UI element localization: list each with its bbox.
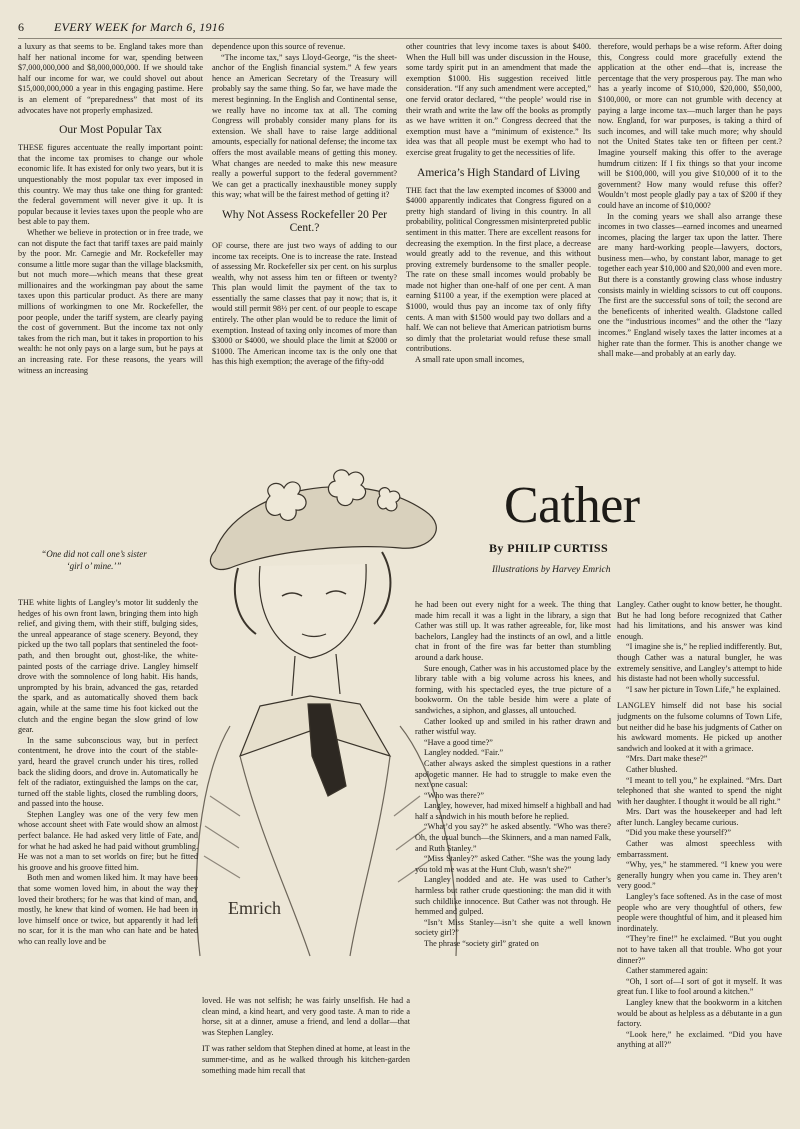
story-title: Cather xyxy=(504,477,640,534)
paragraph: Langley. Cather ought to know better, he thought. But he had long before recognized that Cather had his limitations, and his answer was kind enough. xyxy=(617,600,782,641)
story-column-1 xyxy=(18,598,198,1120)
paragraph: “They’re fine!” he exclaimed. “But you ought not to have taken all that trouble. Who got your dinner?” xyxy=(617,934,782,965)
editorial-column-4 xyxy=(598,42,782,452)
story-column-3 xyxy=(415,600,611,1120)
paragraph: Cather looked up and smiled in his rather drawn and rather wistful way. xyxy=(415,716,611,737)
paragraph: Langley knew that the bookworm in a kitchen would be about as helpless as a débutante in a gun factory. xyxy=(617,997,782,1029)
paragraph: “Have a good time?” xyxy=(424,737,493,747)
paragraph: THE white lights of Langley’s motor lit suddenly the hedges of his own front lawn, bringing them into high relief, and giving them, with their stiff, bulging sides, the unreal appearance of stage scenery. Beyond, they picked up the two tall poplars that sentineled the foot-path, and then brought out, ghost-like, the white-painted posts of the carriage drive. Langley himself drove with the somnolence of long habit. His hands, unprompted by his brain, advanced the gas, retarded the spark, and as automatically shoved them back again, while at the same time his foot kicked out the clutch and the engine began the slow grind of low gear. xyxy=(18,598,198,735)
paragraph: Langley nodded. “Fair.” xyxy=(424,748,504,758)
paragraph: a luxury as that seems to be. England takes more than half her national income for war, spending between $7,000,000,000 and $8,000,000,000. If we should take half our income for war, we could shovel out about $15,000,000,000 a year in this engaging pastime. Here is an element of “preparedness” that most of its advocates have not properly emphasized. xyxy=(18,42,203,115)
hat-brim xyxy=(210,487,436,570)
paragraph: “Look here,” he exclaimed. “Did you have anything at all?” xyxy=(617,1029,782,1050)
paragraph: “Why, yes,” he stammered. “I knew you were generally hungry when you came in. They aren’t very good.” xyxy=(617,860,782,891)
paragraph: In the same subconscious way, but in perfect contentment, he drove into the court of the stable-yard, heard the gravel crunch under his tires, rolled back the sliding doors, and drove in. Automatically he felt of the radiator, extinguished the lamps on the car, turned off the stable lights, closed the rumbling doors, and passed into the house. xyxy=(18,735,198,809)
paragraph: “Did you make these yourself?” xyxy=(626,828,732,838)
paragraph: Mrs. Dart was the housekeeper and had left after lunch. Langley became curious. xyxy=(617,807,782,827)
story-byline: By PHILIP CURTISS xyxy=(489,541,609,555)
face xyxy=(259,564,366,658)
masthead: EVERY WEEK for March 6, 1916 xyxy=(54,20,225,34)
paragraph: “Miss Stanley?” asked Cather. “She was the young lady you told me was at the Hunt Club, wasn’t she?” xyxy=(415,854,611,874)
editorial-column-1 xyxy=(18,42,203,452)
paragraph: “Who was there?” xyxy=(424,790,485,800)
artist-signature: Emrich xyxy=(228,898,281,918)
paragraph: “I meant to tell you,” he explained. “Mrs. Dart telephoned that she wanted to spend the night with her daughter. I thought it would be all right.” xyxy=(617,775,782,806)
paragraph: In the coming years we shall also arrange these incomes in two classes—earned incomes and unearned incomes, placing the larger tax upon the latter. There are many hard-working people—lawyers, doctors, business men—who, by constant labor, manage to get together each year $10,000 and $20,000 and even more. But there is a constantly growing class whose industry consists mainly in wielding scissors to cut off coupons. The first are the successful sons of toil; the second are the beneficents of inherited wealth. Gladstone called one the “industrious incomes” and the other the “lazy incomes.” England wisely taxes the latter incomes at a higher rate than the former. This is another change we shall make—and probably at an early day. xyxy=(598,211,782,359)
section-heading: America’s High Standard of Living xyxy=(417,166,580,179)
paragraph: Cather blushed. xyxy=(626,764,678,774)
illustration-credit: Illustrations by Harvey Emrich xyxy=(492,565,611,575)
paragraph: OF course, there are just two ways of adding to our income tax receipts. One is to increase the rate. Instead of assessing Mr. Rockefeller six per cent. on his surplus wealth, why not assess him ten or fifteen or twenty? This plan would limit the payment of the tax to essentially the same classes that pay it now; that is, it would still permit 98½ per cent. of our people to escape entirely. The other plan would be to reduce the limit of exemption. Instead of taxing only incomes of more than $3000 or $4000, we should place the limit at $2000 or $1000. The American income tax is the only one that has this high exemption; the average of the fifty-odd xyxy=(212,240,397,367)
paragraph: A small rate upon small incomes, xyxy=(415,355,525,365)
paragraph: Cather always asked the simplest questions in a rather apologetic manner. He had to struggle to make even the next one casual: xyxy=(415,758,611,790)
paragraph: other countries that levy income taxes is about $400. When the Hull bill was under discussion in the House, some tardy spirit put in an amendment that made the exemption $1000. His suggestion received little consideration. “If any such amendment were accepted,” one fervid orator declared, “‘the people’ would rise in their wrath and write the law off the books as promptly as we have written it on.” Congress decreed that the exemption must have a “minimum of existence.” Its idea was that all people must be exempt who had to exercise great frugality to get the necessities of life. xyxy=(406,42,591,157)
paragraph: Langley nodded and ate. He was used to Cather’s harmless but rather crude questioning: the man did it with such childlike innocence. But Cather was not through. He hemmed and gulped. xyxy=(415,875,611,917)
paragraph: “Isn’t Miss Stanley—isn’t she quite a well known society girl?” xyxy=(415,917,611,938)
paragraph: THESE figures accentuate the really important point: that the income tax promises to change our whole economic life. It has existed for only two years, but it is unquestionably the most popular tax ever imposed in this country. We may thus take one thing for granted: the federal government will never give it up. It is popular because it levies taxes upon the people who are best able to pay them. xyxy=(18,143,203,227)
paragraph: dependence upon this source of revenue. xyxy=(212,42,346,51)
paragraph: Cather was almost speechless with embarrassment. xyxy=(617,839,782,859)
paragraph: therefore, would perhaps be a wise reform. After doing this, Congress could more gracefully extend the application at the other end—that is, increase the percentage that the very prosperous pay. The man who has a yearly income of $10,000, $20,000, $50,000, $100,000, or more can not grumble with decency at paying a large income tax—much larger than he pays now. England, for war purposes, is taking a third of such incomes, and will take much more; why should not the United States take ten or fifteen per cent.? Imagine yourself making this offer to the average humdrum citizen: If I fix things so that your income will be $100,000, will you give $10,000 of it to the government? How many would refuse this offer? Wouldn’t most people gladly pay a tax of $200 if they could have an income of $10,000? xyxy=(598,42,782,210)
paragraph: The phrase “society girl” grated on xyxy=(424,939,539,948)
paragraph: “The income tax,” says Lloyd-George, “is the sheet-anchor of the English financial system.” A few years hence an American Secretary of the Treasury will probably say the same thing. So far, we have made the merest beginning. In the English and Continental sense, we really have no income tax at all. The coming Congress will probably consider many plans for its extension. We shall have to raise large additional amounts, especially for national defense; the income tax offers the most available means of getting this money. What changes are needed to make this new measure really a powerful support to the federal government? We can get a practically inexhaustible money supply this way; what will be the fairest method of getting it? xyxy=(212,52,397,200)
paragraph: Whether we believe in protection or in free trade, we can not dispute the fact that tariff taxes are paid mainly by the poor. Mr. Carnegie and Mr. Rockefeller may consume a little more sugar than the village blacksmith, but not much more—which means that these great millionaires and the workingman pay about the same taxes upon this particular product. As there are many millions of workingmen to one Mr. Rockefeller, the poor people, under the tariff system, are clearly paying the cost of government. But the income tax not only takes from the rich man, but it takes in proportion to his wealth: he not only pays on a large sum, but he pays at an increasing rate. For these reasons, the years will witness an increasing xyxy=(18,227,203,375)
paragraph: Cather stammered again: xyxy=(626,966,708,976)
editorial-column-2 xyxy=(212,42,397,452)
page-header xyxy=(18,20,782,39)
story-column-2 xyxy=(202,996,410,1120)
paragraph: Langley’s face softened. As in the case of most people who are very thoughtful of others, few people were thoughtful of him, and it pleased him inordinately. xyxy=(617,892,782,933)
section-heading: Our Most Popular Tax xyxy=(59,124,162,137)
page-number: 6 xyxy=(18,20,24,34)
paragraph: “What’d you say?” he asked absently. “Who was there? Oh, the usual bunch—the Skinners, and a man named Falk, and Ruth Stanley.” xyxy=(415,822,611,853)
illustration-caption: “One did not call one’s sister ‘girl o’ mine.’” xyxy=(41,549,147,571)
arm-shading xyxy=(204,796,430,882)
neck xyxy=(292,654,340,696)
section-heading: Why Not Assess Rockefeller 20 Per Cent.? xyxy=(221,208,388,234)
story-column-4 xyxy=(617,600,782,1120)
paragraph: Stephen Langley was one of the very few men whose account sheet with Fate would show an almost perfect balance. He had asked very little of Fate, and for what he had asked he had paid without grumbling. He was not a man to set worlds on fire; but he fitted his groove and his groove fitted him. xyxy=(18,809,198,872)
editorial-column-3 xyxy=(406,42,591,452)
paragraph: “I imagine she is,” he replied indifferently. But, though Cather was a natural bungler, he was extremely sensitive, and Langley’s attempt to hide his distaste had not been wholly successful. xyxy=(617,642,782,684)
paragraph: IT was rather seldom that Stephen dined at home, at least in the summer-time, and as he walked through his kitchen-garden something made him recall that xyxy=(202,1044,410,1075)
paragraph: Sure enough, Cather was in his accustomed place by the library table with a big volume across his knees, and forming, with his spectacled eyes, the true picture of a bookworm. On the table beside him were a plate of sandwiches, a siphon, and glasses, all untouched. xyxy=(415,663,611,715)
paragraph: loved. He was not selfish; he was fairly unselfish. He had a clean mind, a kind heart, and very good taste. A man to ride a horse, sit at a dinner, amuse a friend, and lend a dollar—that was Stephen Langley. xyxy=(202,996,410,1037)
paragraph: THE fact that the law exempted incomes of $3000 and $4000 apparently indicates that Congress figured on a pretty high standard of living in this country. In all probability, political Congressmen misinterpreted public sentiment in this matter. There are excellent reasons for decreasing the exemption. In the first place, a decrease would greatly add to the revenue, and this without proving extremely burdensome to the smaller people. The rate on these small incomes would probably be made not higher than one-half of one per cent. A man earning $1100 a year, if the exemption were placed at $1000, would thus pay an income tax of only fifty cents. A man with $1500 would pay two dollars and a half. We can not believe that American patriotism burns so dimly that the proletariat would refuse these small contributions. xyxy=(406,185,591,354)
paragraph: “Oh, I sort of—I sort of got it myself. It was great fun. I like to fool around a kitchen.” xyxy=(617,976,782,997)
paragraph: “I saw her picture in Town Life,” he explained. xyxy=(626,684,781,694)
paragraph: Langley, however, had mixed himself a highball and had half a sandwich in his mouth before he replied. xyxy=(415,801,611,821)
paragraph: LANGLEY himself did not base his social judgments on the fulsome columns of Town Life, but neither did he base his judgments of Cather on his awkward moments. He picked up another sandwich and looked at it with a grimace. xyxy=(617,701,782,753)
paragraph: he had been out every night for a week. The thing that made him recall it was a light in the library, a sign that Cather was still up. It was rather agreeable, for, like most bachelors, Langley had the instincts of an owl, and a little chat in front of the fire was far better than stumbling around a dark house. xyxy=(415,600,611,662)
paragraph: Both men and women liked him. It may have been that some women loved him, in about the way they loved their brothers; for he was that kind of man, and, mostly, he knew that kind of women. He had been in love himself once or twice, but apparently it had left no scar, for it is the man who can hate and be hated who can really love and be xyxy=(18,873,198,946)
paragraph: “Mrs. Dart make these?” xyxy=(626,754,708,764)
